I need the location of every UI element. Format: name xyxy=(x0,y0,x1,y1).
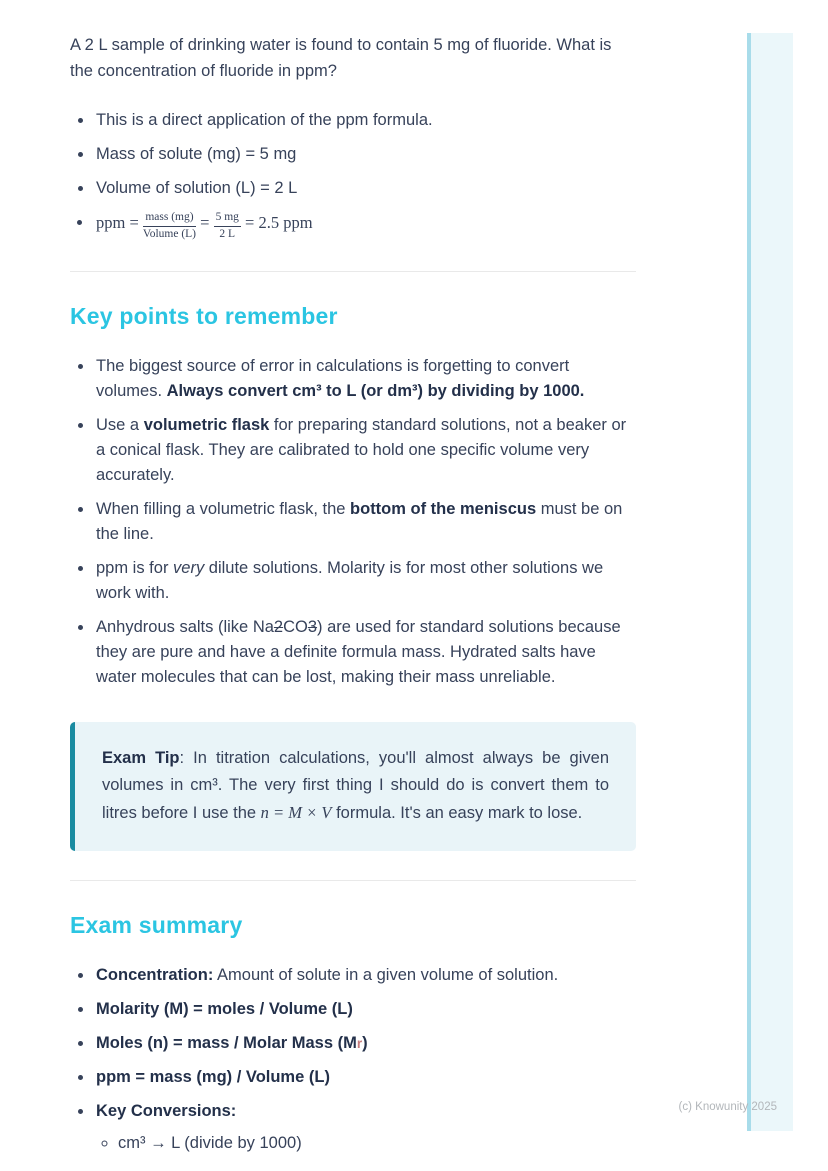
nmv-formula: n = M × V xyxy=(260,802,332,822)
formula-fraction: $\frac{\text{mass (mg)}}{\text{Volume (L)}}$ xyxy=(142,211,197,240)
list-item: • Volume of solution (L) = 2 L xyxy=(94,176,636,201)
list-item: • This is a direct application of the ppm formula. xyxy=(94,108,636,133)
molar-mass-subscript: r xyxy=(356,1035,363,1051)
section-divider xyxy=(70,880,636,881)
subscript-2-strikethrough: 2 xyxy=(273,617,284,636)
list-item: • ppm is for very dilute solutions. Molarity is for most other solutions we work with. xyxy=(94,556,636,606)
formula-result: = 2.5 ppm xyxy=(240,213,313,232)
exam-summary-heading: Exam summary xyxy=(70,911,243,938)
intro-bullet-list xyxy=(70,108,636,242)
list-item: ◦ cm³ → L (divide by 1000) xyxy=(118,1131,636,1156)
exam-summary-list xyxy=(70,963,636,1156)
list-item: • When filling a volumetric flask, the bottom of the meniscus must be on the line. xyxy=(94,497,636,547)
formula-lead: ppm = xyxy=(96,213,143,232)
document-page xyxy=(70,32,636,1165)
list-item: • Anhydrous salts (like Na2CO3) are used for standard solutions because they are pure and have a definite formula mass. Hydrated salts have water molecules that can be lost, making their mass unreliable. xyxy=(94,615,636,690)
list-item: • Key Conversions: ◦ cm³ → L (divide by 1000) xyxy=(94,1099,636,1156)
key-points-heading: Key points to remember xyxy=(70,302,338,329)
ppm-formula-item: • ppm = $\frac{\text{mass (mg)}}{\text{Volume (L)}}$ = $\frac{5 mg}{2 L}$ = 2.5 ppm xyxy=(94,210,636,242)
list-item: • The biggest source of error in calculations is forgetting to convert volumes. Always convert cm³ to L (or dm³) by dividing by 1000. xyxy=(94,354,636,404)
key-points-list xyxy=(70,354,636,690)
watermark: (c) Knowunity 2025 xyxy=(678,1101,777,1113)
exam-tip-callout: Exam Tip: In titration calculations, you'll almost always be given volumes in cm³. The very first thing I should do is convert them to litres before I use the n = M × V formula. It's an easy mark to lose. xyxy=(70,722,636,851)
subscript-3-strikethrough: 3 xyxy=(307,617,318,636)
list-item: • Molarity (M) = moles / Volume (L) xyxy=(94,997,636,1022)
page-edge-strip xyxy=(747,33,793,1131)
key-conversions-sublist xyxy=(96,1131,636,1156)
list-item: • Use a volumetric flask for preparing standard solutions, not a beaker or a conical flask. They are calibrated to hold one specific volume very accurately. xyxy=(94,413,636,488)
list-item: • Mass of solute (mg) = 5 mg xyxy=(94,142,636,167)
list-item: • Concentration: Amount of solute in a given volume of solution. xyxy=(94,963,636,988)
formula-fraction: $\frac{5 mg}{2 L}$ xyxy=(215,211,239,240)
list-item: • ppm = mass (mg) / Volume (L) xyxy=(94,1065,636,1090)
exam-tip-label: Exam Tip xyxy=(102,748,180,767)
intro-paragraph: A 2 L sample of drinking water is found to contain 5 mg of fluoride. What is the concentration of fluoride in ppm? xyxy=(70,36,612,80)
list-item: • Moles (n) = mass / Molar Mass (Mr) xyxy=(94,1031,636,1056)
section-divider xyxy=(70,271,636,272)
